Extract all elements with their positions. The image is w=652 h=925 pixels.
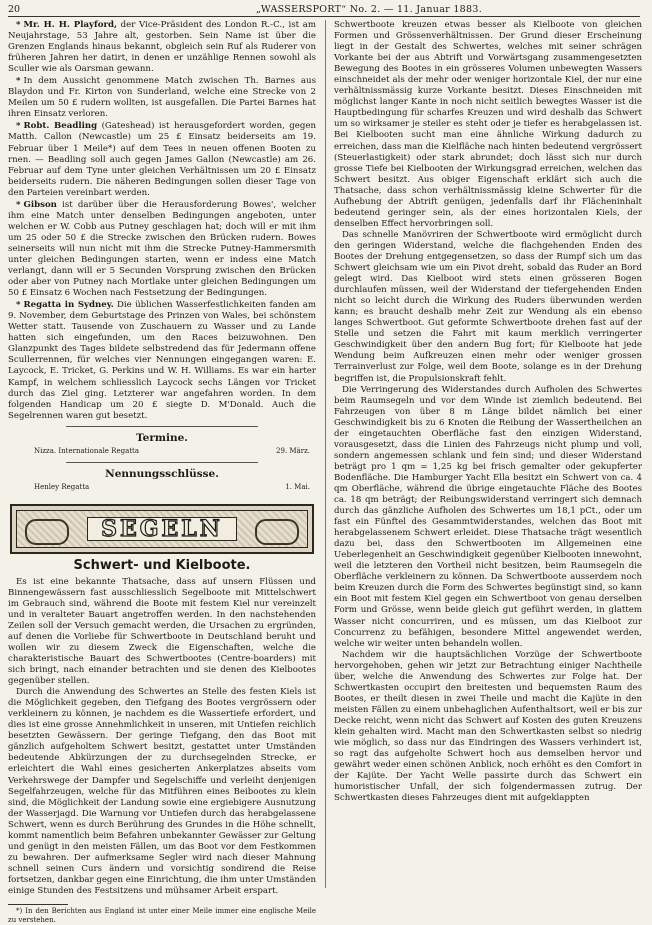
section-divider xyxy=(66,462,258,463)
news-item: * Gibson ist darüber über die Herausforderung Bowes', welcher ihm eine Match unter denselben Bedingungen angeboten, unter welchen er W. Cobb aus Putney geschlagen hat; doch will er mit ihm um 25 oder 50 £ die Strecke zwischen den Brücken rudern. Bowes seinerseits will nun nicht mit ihm die Strecke Putney-Hammersmith unter gleichen Bedingungen starten, wenn er indess eine Match verlangt, dann will er 5 Secunden Vorsprung zwischen den Brücken oder aber von Putney nach Mortlake unter gleichen Bedingungen um 50 £ Einsatz 6 Wochen nach Festsetzung der Bedingungen. xyxy=(8,199,316,299)
news-item: * Regatta in Sydney. Die üblichen Wasserfestlichkeiten fanden am 9. November, dem Geburtstage des Prinzen von Wales, bei schönstem Wetter statt. Tausende von Zuschauern zu Wasser und zu Lande hatten sich eingefunden, um den Races beizuwohnen. Den Glanzpunkt des Tages bildete selbstredend das für Jedermann offene Scullerrennen, für welches vier Nennungen eingegangen waren: E. Laycock, E. Tricket, G. Perkins und W. H. Williams. Es war ein harter Kampf, in welchem schliesslich Laycock sechs Längen vor Tricket durch das Ziel ging. Letzterer war angefahren worden. In dem folgenden Handicap um 20 £ siegte D. M'Donald. Auch die Segelrennen waren gut besetzt. xyxy=(8,300,316,421)
article-paragraph: Nachdem wir die hauptsächlichen Vorzüge der Schwertboote hervorgehoben, gehen wir jetzt zur Betrachtung einiger Nachtheile über, welche die Anwendung des Schwertes zur Folge hat. Der Schwertkasten occupirt den breitesten und bequemsten Raum des Bootes, er theilt diesen in zwei Theile und macht die Kajüte in den meisten Fällen zu einem unbehaglichen Aufenthaltsort, weil er bis zur Decke reicht, wenn nicht das Schwert auf Kosten des guten Kreuzens klein gehalten wird. Macht man den Schwertkasten selbst so niedrig wie möglich, so dass nur das Eindringen des Wassers verhindert ist, so ragt das aufgeholte Schwert hoch aus demselben hervor und gewährt weder einen schönen Anblick, noch erhöht es den Comfort in der Kajüte. Der Yacht Welle passirte durch das Schwert ein humoristischer Unfall, der sich folgendermassen zutrug. Der Schwertkasten dieses Fahrzeuges dient mit aufgeklappten xyxy=(334,649,642,804)
asterisk-icon: * xyxy=(16,20,21,30)
banner-title: SEGELN xyxy=(101,515,223,542)
news-item: * Robt. Beadling (Gateshead) ist herausgefordert worden, gegen Matth. Callon (Newcastle) um 25 £ Einsatz beiderseits am 19. Februar über 1 Meile*) auf dem Tees in neuen offenen Booten zu rnen. — Beadling soll auch gegen James Gallon (Newcastle) am 26. Februar auf dem Tyne unter gleichen Verhältnissen um 20 £ Einsatz beiderseits rudern. Die näheren Bedingungen sollen dieser Tage von den Parteien vereinbart werden. xyxy=(8,121,317,198)
asterisk-icon: * xyxy=(16,199,21,210)
section-divider xyxy=(66,426,258,427)
header-rule xyxy=(8,16,640,17)
page-header xyxy=(8,4,640,16)
article-paragraph: Die Verringerung des Widerstandes durch Aufholen des Schwertes beim Raumsegeln und vor dem Winde ist ziemlich bedeutend. Bei Fahrzeugen von über 8 m Länge bildet nämlich bei einer Geschwindigkeit bis zu 6 Knoten die Reibung der Wassertheilchen an der eingetauchten Oberfläche fast den einzigen Widerstand, vorausgesetzt, dass die Linien des Fahrzeugs nicht plump und voll, sondern angemessen schlank und fein sind; und dieser Widerstand beträgt pro 1 qm = 1,25 kg bei frisch gemalter oder gekupferter Bodenfläche. Die Hamburger Yacht Ella besitzt ein Schwert von ca. 4 qm Oberfläche, während die übrige eingetauchte Fläche des Bootes ca. 18 qm beträgt; der Reibungswiderstand verringert sich demnach durch das gänzliche Aufholen des Schwertes um 18,1 pCt., oder um fast ein Fünftel des Gesammtwiderstandes, welchen das Boot mit herabgelassenem Schwert erleidet. Diese Thatsache trägt wesentlich dazu bei, dass den Schwertbooten im Allgemeinen eine Ueberlegenheit an Geschwindigkeit gegenüber Kielbooten innewohnt, weil die letzteren den Vortheil nicht besitzen, beim Raumsegeln die Oberfläche verkleinern zu können. Da Schwertboote ausserdem noch beim Kreuzen durch die Form des Schwertes begünstigt sind, so kann ein Boot mit festem Kiel gegen ein Schwertboot von genau derselben Form und Grösse, wenn beide gleich gut geführt werden, in glattem Wasser nicht concurriren, und es müssen, um das Kielboot zur Concurrenz zu befähigen, besondere Mittel angewendet werden, welche wir weiter unten behandeln wollen. xyxy=(334,384,642,649)
footnote: *) In den Berichten aus England ist unter einer Meile immer eine englische Meile zu verstehen. xyxy=(8,907,316,925)
ornament-border xyxy=(16,510,308,548)
article-paragraph: Das schnelle Manövriren der Schwertboote wird ermöglicht durch den geringen Widerstand, welche die flachgehenden Enden des Bootes der Drehung entgegensetzen, so dass der Rumpf sich um das Schwert gleichsam wie um ein Pivot dreht, sobald das Ruder an Bord gelegt wird. Das Kielboot wird stets einen grösseren Bogen durchlaufen müssen, weil der Widerstand der tiefergehenden Enden nicht so leicht durch die Wirkung des Ruders überwunden werden kann; es braucht deshalb mehr Zeit zur Wendung als ein ebenso langes Schwertboot. Gut geformte Schwertboote drehen fast auf der Stelle und setzen die Fahrt mit kaum merklich verringerter Geschwindigkeit über den andern Bug fort; für Kielboote hat jede Wendung beim Aufkreuzen einen mehr oder weniger grossen Terrainverlust zur Folge, weil dem Boote, solange es in der Drehung begriffen ist, die Propulsionskraft fehlt. xyxy=(334,229,642,384)
article-paragraph: Schwertboote kreuzen etwas besser als Kielboote von gleichen Formen und Grössenverhältnissen. Der Grund dieser Erscheinung liegt in der Gestalt des Schwertes, welches mit seiner schrägen Vorkante bei der aus Abtrift und Vorwärtsgang zusammengesetzten Bewegung des Bootes in ein grösseres Volumen unbewegten Wassers einschneidet als der mehr oder weniger horizontale Kiel, der nur eine verhältnissmässig kurze Vorkante besitzt. Dieses Einschneiden mit möglichst langer Kante in noch nicht seitlich bewegtes Wasser ist die Hauptbedingung für scharfes Kreuzen und wird deshalb das Schwert um so wirksamer je steiler es steht oder je tiefer es herabgelassen ist. Bei Kielbooten sucht man eine ähnliche Wirkung dadurch zu erreichen, dass man die Kielfläche nach hinten bedeutend vergrössert (Steuerlastigkeit) oder stark abrundet; doch lässt sich nur durch grosse Tiefe bei Kielbooten der Wirkungsgrad erreichen, welchen das Schwert besitzt. Aus obiger Eigenschaft erklärt sich auch die Thatsache, dass schon verhältnissmässig kleine Schwerter für die Aufhebung der Abtrift genügen, jedenfalls darf ihr Flächeninhalt bedeutend geringer sein, als der eines horizontalen Kiels, der denselben Effect hervorbringen soll. xyxy=(334,20,642,229)
nennungsschluss-entry: Henley Regatta 1. Mai. xyxy=(34,482,310,491)
asterisk-icon: * xyxy=(16,300,21,311)
article-paragraph: Es ist eine bekannte Thatsache, dass auf unsern Flüssen und Binnengewässern fast ausschliesslich Segelboote mit Mittelschwert im Gebrauch sind, während die Boote mit festem Kiel nur vereinzelt und in veralteter Bauart angetroffen werden. In den nachstehenden Zeilen soll der Versuch gemacht werden, die Ursachen zu ergründen, auf denen die Vorliebe für Schwertboote in Deutschland beruht und wollen wir zu diesem Zweck die Eigenschaften, welche die charakteristische Bauart des Schwertbootes (Centre-boarders) mit sich bringt, nach einander betrachten und sie denen des Kielbootes gegenüber stellen. xyxy=(8,576,316,687)
news-item: * Mr. H. H. Playford, der Vice-Präsident des London R.-C., ist am Neujahrstage, 53 Jahre alt, gestorben. Sein Name ist über die Grenzen Englands hinaus bekannt, obgleich sein Ruf als Ruderer von früheren Jahren her datirt, in denen er unzählige Rennen sowohl als Sculler wie als Oarsman gewann. xyxy=(8,20,317,75)
article-paragraph: Durch die Anwendung des Schwertes an Stelle des festen Kiels ist die Möglichkeit gegeben, den Tiefgang des Bootes vergrössern oder verkleinern zu können, je nachdem es die Wassertiefe erfordert, und dies ist eine grosse Annehmlichkeit in unseren, mit Untiefen reichlich besetzten Gewässern. Der geringe Tiefgang, den das Boot mit gänzlich aufgeholtem Schwert besitzt, gestattet unter Umständen bedeutende Abkürzungen der zu durchsegelnden Strecke, er erleichtert die Wahl eines gesicherten Ankerplatzes abseits vom Verkehrswege der Dampfer und Segelschiffe und verleiht denjenigen Segelfahrzeugen, welche für das Mitführen eines Beibootes zu klein sind, die Möglichkeit der Landung sowie eine ergiebigere Ausnutzung der Wasserjagd. Die Warnung vor Untiefen durch das herabgelassene Schwert, wenn es durch Berührung des Grundes in die Höhe schnellt, kommt namentlich beim Befahren unbekannter Gewässer zur Geltung und genügt in den meisten Fällen, um das Boot vor dem Festkommen zu bewahren. Der aufmerksame Segler wird nach dieser Mahnung schnell seinen Curs ändern und vorsichtig sondirend die Reise fortsetzen, dankbar gegen eine Einrichtung, die ihm unter Umständen einige Stunden des Festsitzens und mühsamer Arbeit erspart. xyxy=(8,687,316,896)
ornament-knot-icon xyxy=(255,519,299,545)
termine-heading: Termine. xyxy=(136,431,188,444)
banner-plate xyxy=(87,517,237,541)
footnote-rule xyxy=(8,904,68,905)
nennungsschluss-heading: Nennungsschlüsse. xyxy=(105,467,219,480)
termine-entry: Nizza. Internationale Regatta 29. März. xyxy=(34,446,310,455)
news-item: * In dem Aussicht genommene Match zwischen Th. Barnes aus Blaydon und Fr. Kirton von Sunderland, welche eine Strecke von 2 Meilen um 50 £ rudern wollten, ist ausgefallen. Die Partei Barnes hat ihren Einsatz verloren. xyxy=(8,76,316,120)
asterisk-icon: * xyxy=(16,121,21,132)
article-title: Schwert- und Kielboote. xyxy=(73,557,251,573)
running-head: „WASSERSPORT“ No. 2. — 11. Januar 1883. xyxy=(256,4,483,15)
asterisk-icon: * xyxy=(16,76,21,87)
left-column xyxy=(8,20,317,925)
right-column xyxy=(334,20,642,898)
page-number: 20 xyxy=(8,4,21,15)
column-separator xyxy=(325,20,326,888)
segeln-section-banner xyxy=(10,504,314,554)
ornament-knot-icon xyxy=(25,519,69,545)
